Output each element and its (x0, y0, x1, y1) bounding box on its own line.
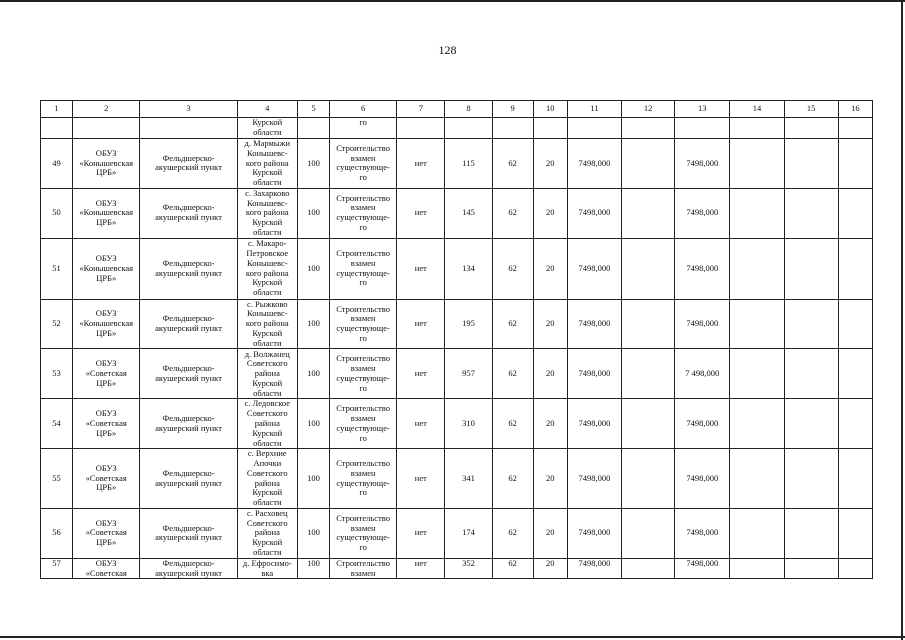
cost-cell: 7498,000 (567, 188, 621, 238)
header-cell: 9 (492, 101, 533, 118)
cost-cell (622, 299, 675, 349)
value-cell: 174 (445, 508, 492, 558)
facility-type-cell: Фельдшерско- акушерский пункт (140, 399, 237, 449)
cost-cell: 7498,000 (567, 558, 621, 579)
capacity-cell: 100 (297, 299, 329, 349)
value-cell: 20 (533, 349, 567, 399)
value-cell: 115 (445, 139, 492, 189)
header-cell: 14 (730, 101, 784, 118)
location-cell: д. Ефросимо- вка (237, 558, 297, 579)
header-row (41, 101, 873, 118)
facility-type-cell: Фельдшерско- акушерский пункт (140, 299, 237, 349)
header-cell: 11 (567, 101, 621, 118)
cost-total-cell: 7498,000 (675, 558, 730, 579)
capacity-cell: 100 (297, 188, 329, 238)
header-cell: 12 (622, 101, 675, 118)
flag-cell: нет (397, 349, 445, 399)
value-cell: 20 (533, 299, 567, 349)
cell (730, 139, 784, 189)
cell (730, 188, 784, 238)
cost-cell: 7498,000 (567, 508, 621, 558)
cost-cell (622, 188, 675, 238)
cell (838, 508, 872, 558)
institution-cell: ОБУЗ «Конышевская ЦРБ» (73, 139, 140, 189)
value-cell: 62 (492, 188, 533, 238)
location-cell: д. Волжанец Советского района Курской области (237, 349, 297, 399)
table-row (41, 558, 873, 579)
row-number-cell: 49 (41, 139, 73, 189)
page-bottom-border (0, 636, 905, 638)
cost-total-cell: 7498,000 (675, 299, 730, 349)
row-number-cell: 51 (41, 238, 73, 299)
institution-cell: ОБУЗ «Конышевская ЦРБ» (73, 238, 140, 299)
row-number-cell: 50 (41, 188, 73, 238)
value-cell: 20 (533, 238, 567, 299)
flag-cell: нет (397, 508, 445, 558)
work-type-cell: Строительство взамен существующе- го (330, 508, 397, 558)
capacity-cell: 100 (297, 349, 329, 399)
flag-cell: нет (397, 558, 445, 579)
capacity-cell: 100 (297, 399, 329, 449)
cost-total-cell: 7498,000 (675, 449, 730, 509)
facility-type-cell: Фельдшерско- акушерский пункт (140, 139, 237, 189)
work-type-cell: го (330, 118, 397, 139)
cost-total-cell: 7498,000 (675, 139, 730, 189)
value-cell: 62 (492, 399, 533, 449)
work-type-cell: Строительство взамен существующе- го (330, 188, 397, 238)
cell (567, 118, 621, 139)
facility-type-cell: Фельдшерско- акушерский пункт (140, 188, 237, 238)
header-cell: 4 (237, 101, 297, 118)
cell (838, 118, 872, 139)
institution-cell: ОБУЗ «Советская ЦРБ» (73, 449, 140, 509)
facility-type-cell: Фельдшерско- акушерский пункт (140, 449, 237, 509)
page-right-border (901, 0, 903, 640)
institution-cell: ОБУЗ «Советская ЦРБ» (73, 399, 140, 449)
cell (397, 118, 445, 139)
capacity-cell: 100 (297, 139, 329, 189)
cell (838, 349, 872, 399)
cell (730, 349, 784, 399)
header-cell: 1 (41, 101, 73, 118)
work-type-cell: Строительство взамен существующе- го (330, 399, 397, 449)
value-cell: 20 (533, 139, 567, 189)
value-cell: 134 (445, 238, 492, 299)
location-cell: с. Расховец Советского района Курской области (237, 508, 297, 558)
cost-cell (622, 139, 675, 189)
institution-cell: ОБУЗ «Конышевская ЦРБ» (73, 299, 140, 349)
cell (784, 558, 838, 579)
row-number-cell: 55 (41, 449, 73, 509)
value-cell: 62 (492, 349, 533, 399)
row-number-cell: 57 (41, 558, 73, 579)
cost-cell: 7498,000 (567, 238, 621, 299)
cost-cell (622, 558, 675, 579)
continuation-row (41, 118, 873, 139)
cost-cell: 7498,000 (567, 399, 621, 449)
work-type-cell: Строительство взамен существующе- го (330, 139, 397, 189)
value-cell: 310 (445, 399, 492, 449)
cell (675, 118, 730, 139)
facility-type-cell: Фельдшерско- акушерский пункт (140, 558, 237, 579)
work-type-cell: Строительство взамен существующе- го (330, 238, 397, 299)
cost-cell (622, 449, 675, 509)
value-cell: 20 (533, 558, 567, 579)
cost-total-cell: 7498,000 (675, 238, 730, 299)
cell (730, 449, 784, 509)
table-row (41, 399, 873, 449)
value-cell: 20 (533, 508, 567, 558)
cell (730, 299, 784, 349)
location-cell: с. Верхние Апочки Советского района Курской области (237, 449, 297, 509)
header-cell: 3 (140, 101, 237, 118)
cell (730, 508, 784, 558)
table-row (41, 449, 873, 509)
facilities-table (40, 100, 873, 579)
table-row (41, 299, 873, 349)
work-type-cell: Строительство взамен существующе- го (330, 349, 397, 399)
value-cell: 341 (445, 449, 492, 509)
cost-cell (622, 399, 675, 449)
cell (622, 118, 675, 139)
table-row (41, 349, 873, 399)
cell (784, 349, 838, 399)
capacity-cell: 100 (297, 449, 329, 509)
value-cell: 62 (492, 449, 533, 509)
header-cell: 16 (838, 101, 872, 118)
cell (140, 118, 237, 139)
cell (41, 118, 73, 139)
cell (838, 238, 872, 299)
page-number: 128 (438, 43, 457, 57)
location-cell: с. Захарково Конышевс- кого района Курской области (237, 188, 297, 238)
cell (838, 139, 872, 189)
value-cell: 195 (445, 299, 492, 349)
cost-cell: 7498,000 (567, 449, 621, 509)
cost-cell: 7498,000 (567, 139, 621, 189)
header-cell: 13 (675, 101, 730, 118)
work-type-cell: Строительство взамен (330, 558, 397, 579)
table-row (41, 188, 873, 238)
institution-cell: ОБУЗ «Конышевская ЦРБ» (73, 188, 140, 238)
cost-total-cell: 7498,000 (675, 188, 730, 238)
flag-cell: нет (397, 238, 445, 299)
cell (784, 299, 838, 349)
cell (784, 118, 838, 139)
value-cell: 62 (492, 558, 533, 579)
facility-type-cell: Фельдшерско- акушерский пункт (140, 238, 237, 299)
cell (784, 188, 838, 238)
cell (838, 299, 872, 349)
header-cell: 10 (533, 101, 567, 118)
cost-total-cell: 7498,000 (675, 508, 730, 558)
location-cell: с. Рыжково Конышевс- кого района Курской области (237, 299, 297, 349)
cost-total-cell: 7498,000 (675, 399, 730, 449)
header-cell: 6 (330, 101, 397, 118)
cell (784, 139, 838, 189)
value-cell: 62 (492, 299, 533, 349)
row-number-cell: 53 (41, 349, 73, 399)
cell (297, 118, 329, 139)
header-cell: 2 (73, 101, 140, 118)
table-row (41, 139, 873, 189)
location-cell: с. Ледовское Советского района Курской области (237, 399, 297, 449)
cost-cell (622, 349, 675, 399)
cell (533, 118, 567, 139)
capacity-cell: 100 (297, 558, 329, 579)
institution-cell: ОБУЗ «Советская (73, 558, 140, 579)
flag-cell: нет (397, 449, 445, 509)
cost-total-cell: 7 498,000 (675, 349, 730, 399)
location-cell: с. Макаро- Петровское Конышевс- кого района Курской области (237, 238, 297, 299)
value-cell: 352 (445, 558, 492, 579)
cell (838, 399, 872, 449)
cost-cell: 7498,000 (567, 349, 621, 399)
page-top-border (0, 0, 905, 2)
cell (838, 558, 872, 579)
value-cell: 62 (492, 238, 533, 299)
cell (784, 238, 838, 299)
cell (73, 118, 140, 139)
flag-cell: нет (397, 188, 445, 238)
value-cell: 62 (492, 139, 533, 189)
cell (784, 449, 838, 509)
cell (730, 399, 784, 449)
header-cell: 7 (397, 101, 445, 118)
flag-cell: нет (397, 399, 445, 449)
cell (730, 118, 784, 139)
cell (784, 399, 838, 449)
table-row (41, 238, 873, 299)
capacity-cell: 100 (297, 508, 329, 558)
value-cell: 20 (533, 188, 567, 238)
header-cell: 15 (784, 101, 838, 118)
work-type-cell: Строительство взамен существующе- го (330, 449, 397, 509)
table-row (41, 508, 873, 558)
flag-cell: нет (397, 299, 445, 349)
location-cell: Курской области (237, 118, 297, 139)
flag-cell: нет (397, 139, 445, 189)
cell (492, 118, 533, 139)
capacity-cell: 100 (297, 238, 329, 299)
value-cell: 957 (445, 349, 492, 399)
value-cell: 20 (533, 449, 567, 509)
cell (445, 118, 492, 139)
cost-cell (622, 508, 675, 558)
cost-cell: 7498,000 (567, 299, 621, 349)
cell (730, 558, 784, 579)
facility-type-cell: Фельдшерско- акушерский пункт (140, 349, 237, 399)
cost-cell (622, 238, 675, 299)
cell (838, 188, 872, 238)
location-cell: д. Мармыжи Конышевс- кого района Курской области (237, 139, 297, 189)
header-cell: 8 (445, 101, 492, 118)
header-cell: 5 (297, 101, 329, 118)
row-number-cell: 54 (41, 399, 73, 449)
value-cell: 20 (533, 399, 567, 449)
row-number-cell: 52 (41, 299, 73, 349)
cell (730, 238, 784, 299)
cell (838, 449, 872, 509)
cell (784, 508, 838, 558)
row-number-cell: 56 (41, 508, 73, 558)
institution-cell: ОБУЗ «Советская ЦРБ» (73, 349, 140, 399)
institution-cell: ОБУЗ «Советская ЦРБ» (73, 508, 140, 558)
value-cell: 145 (445, 188, 492, 238)
facility-type-cell: Фельдшерско- акушерский пункт (140, 508, 237, 558)
value-cell: 62 (492, 508, 533, 558)
work-type-cell: Строительство взамен существующе- го (330, 299, 397, 349)
